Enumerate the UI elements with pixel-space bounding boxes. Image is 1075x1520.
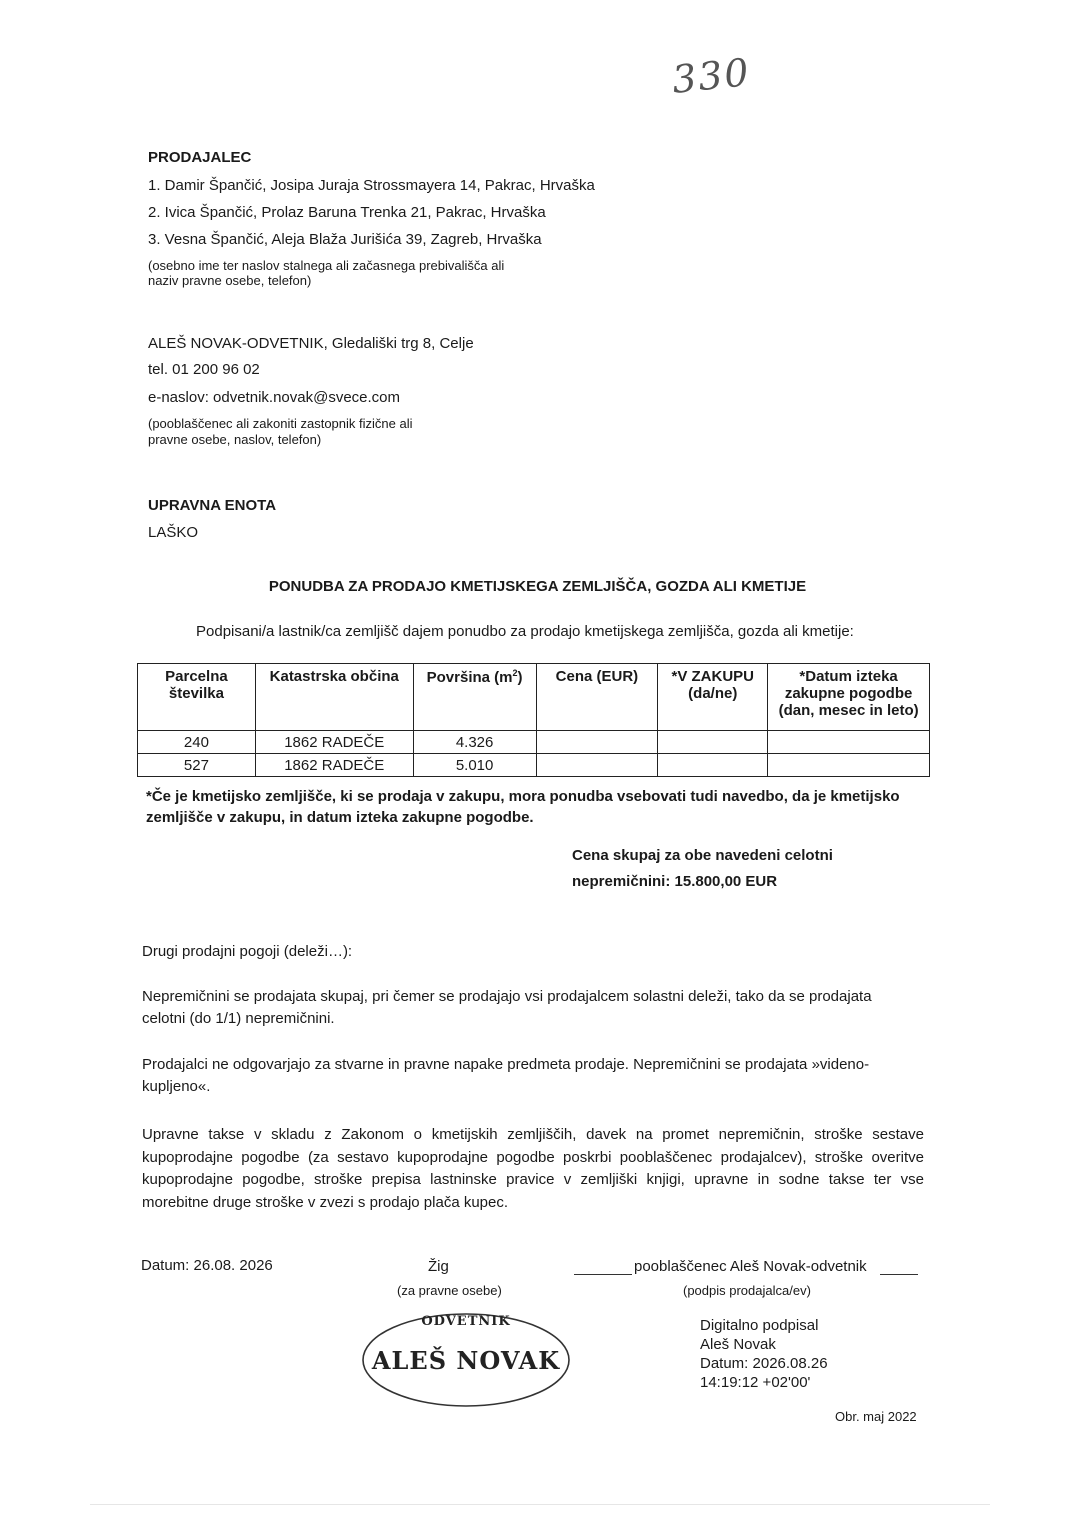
cell-lease [658, 754, 768, 777]
header-area: Površina $(m^2)$ [413, 664, 536, 731]
cell-price [536, 754, 658, 777]
signature-label: pooblaščenec Aleš Novak-odvetnik [634, 1258, 867, 1275]
header-cadastral: Katastrska občina [255, 664, 413, 731]
cell-parcel: 527 [138, 754, 256, 777]
seal-label: Žig [428, 1258, 449, 1275]
table-row [138, 754, 930, 777]
paragraph-2-line1: Prodajalci ne odgovarjajo za stvarne in pravne napake predmeta prodaje. Nepremičnini se prodajata »videno- [142, 1056, 870, 1073]
cell-cadastral: 1862 RADEČE [255, 731, 413, 754]
form-version: Obr. maj 2022 [835, 1409, 917, 1424]
signature-line-left [574, 1274, 632, 1275]
seller-entry-2: 2. Ivica Špančić, Prolaz Baruna Trenka 21, Pakrac, Hrvaška [148, 204, 546, 221]
signature-note: (podpis prodajalca/ev) [683, 1283, 811, 1298]
cell-date [768, 731, 930, 754]
representative-note-line1: (pooblaščenec ali zakoniti zastopnik fizične ali [148, 416, 413, 431]
header-price: Cena (EUR) [536, 664, 658, 731]
representative-name: ALEŠ NOVAK-ODVETNIK, Gledališki trg 8, Celje [148, 335, 474, 352]
lawyer-stamp [360, 1310, 572, 1410]
representative-email: e-naslov: odvetnik.novak@svece.com [148, 389, 401, 406]
total-price-line1: Cena skupaj za obe navedeni celotni [572, 847, 833, 864]
lease-note-line1: *Če je kmetijsko zemljišče, ki se prodaja v zakupu, mora ponudba vsebovati tudi navedbo, da je kmetijsko [146, 788, 900, 805]
cell-cadastral: 1862 RADEČE [255, 754, 413, 777]
parcels-table [137, 663, 930, 777]
seller-entry-1: 1. Damir Špančić, Josipa Juraja Strossmayera 14, Pakrac, Hrvaška [148, 177, 595, 194]
document-title: PONUDBA ZA PRODAJO KMETIJSKEGA ZEMLJIŠČA, GOZDA ALI KMETIJE [268, 578, 807, 595]
cell-area: 4.326 [413, 731, 536, 754]
seller-note-line1: (osebno ime ter naslov stalnega ali začasnega prebivališča ali [148, 258, 505, 273]
table-header-row [138, 664, 930, 731]
lease-note-line2: zemljišče v zakupu, in datum izteka zakupne pogodbe. [146, 809, 534, 826]
paragraph-3: Upravne takse v skladu z Zakonom o kmetijskih zemljiščih, davek na promet nepremičnin, stroške sestave kupoprodajne pogodbe (za sestavo kupoprodajne pogodbe poskrbi pooblaščenec prodajalcev), stroške overitve kupoprodajne pogodbe, stroške prepisa lastninske pravice v zemljiški knjigi, upravne in sodne takse ter vse morebitne druge stroške v zvezi s prodajo plača kupec. [142, 1126, 924, 1211]
stamp-top-text: ODVETNIK [421, 1314, 511, 1329]
representative-phone: tel. 01 200 96 02 [148, 361, 260, 378]
total-price-line2: nepremičnini: 15.800,00 EUR [572, 873, 778, 890]
header-lease-end-date: *Datum izteka zakupne pogodbe (dan, mesec in leto) [768, 664, 930, 731]
other-terms-heading: Drugi prodajni pogoji (deleži…): [142, 943, 353, 960]
digital-signature: Digitalno podpisal Aleš Novak Datum: 2026.08.26 14:19:12 +02'00' [700, 1317, 828, 1391]
representative-note-line2: pravne osebe, naslov, telefon) [148, 432, 322, 447]
seller-note-line2: naziv pravne osebe, telefon) [148, 273, 312, 288]
paragraph-2-line2: kupljeno«. [142, 1078, 211, 1095]
cell-date [768, 754, 930, 777]
paragraph-1-line1: Nepremičnini se prodajata skupaj, pri čemer se prodajajo vsi prodajalcem solastni deleži, tako da se prodajata [142, 988, 872, 1005]
document-date: Datum: 26.08. 2026 [141, 1257, 273, 1274]
cell-area: 5.010 [413, 754, 536, 777]
table-row [138, 731, 930, 754]
header-lease: *V ZAKUPU (da/ne) [658, 664, 768, 731]
header-parcel: Parcelna številka [138, 664, 256, 731]
cell-lease [658, 731, 768, 754]
seller-entry-3: 3. Vesna Špančić, Aleja Blaža Jurišića 39, Zagreb, Hrvaška [148, 231, 542, 248]
admin-unit-heading: UPRAVNA ENOTA [148, 497, 277, 514]
signature-line-right [880, 1274, 918, 1275]
cell-parcel: 240 [138, 731, 256, 754]
seller-heading: PRODAJALEC [148, 149, 252, 166]
handwritten-number: 330 [669, 50, 753, 102]
seal-note: (za pravne osebe) [397, 1283, 502, 1298]
paragraph-1-line2: celotni (do 1/1) nepremičnini. [142, 1010, 335, 1027]
admin-unit-name: LAŠKO [148, 524, 199, 541]
intro-text: Podpisani/a lastnik/ca zemljišč dajem ponudbo za prodajo kmetijskega zemljišča, gozda ali kmetije: [196, 623, 854, 640]
stamp-main-text: ALEŠ NOVAK [371, 1346, 561, 1375]
page-bottom-edge [90, 1504, 990, 1505]
cell-price [536, 731, 658, 754]
